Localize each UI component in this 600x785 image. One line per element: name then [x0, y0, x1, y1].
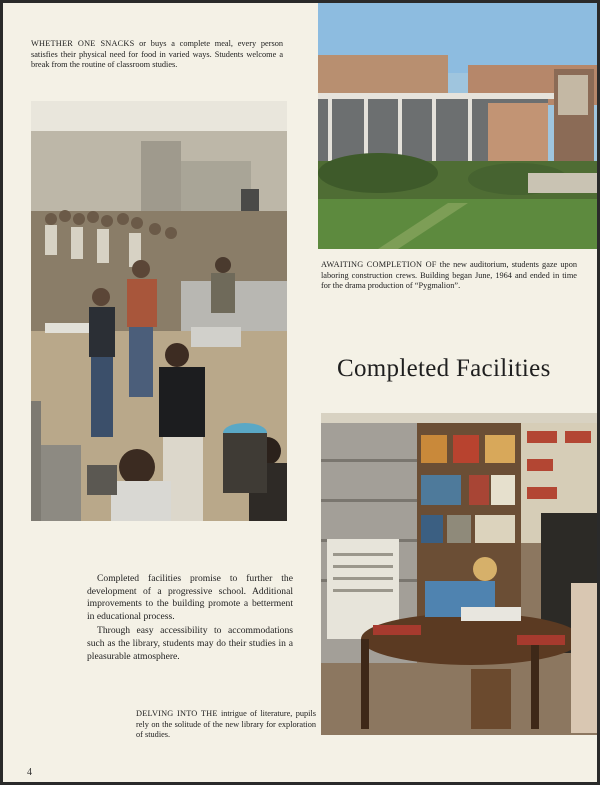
cafeteria-photo [31, 101, 287, 521]
page-heading: Completed Facilities [337, 355, 551, 382]
library-caption-lead: DELVING INTO THE [136, 709, 218, 718]
body-paragraph-2: Through easy accessibility to accommodations such as the library, students may do their studies in a pleasurable atmosphere. [87, 625, 293, 662]
cafeteria-caption-lead: WHETHER ONE SNACKS [31, 39, 135, 48]
auditorium-photo [318, 3, 597, 249]
yearbook-page [3, 3, 597, 782]
page-number: 4 [27, 767, 32, 778]
auditorium-caption-lead: AWAITING COMPLETION OF [321, 260, 437, 269]
body-copy [87, 573, 293, 665]
auditorium-caption [321, 260, 577, 292]
library-photo [321, 413, 597, 735]
body-paragraph-1: Completed facilities promise to further the development of a progressive school. Additional improvements to the building promote a betterment in educational process. [87, 573, 293, 622]
library-caption-text: intrigue of literature, pupils rely on the solitude of the new library for exploration of studies. [136, 709, 316, 740]
cafeteria-caption [31, 39, 283, 71]
auditorium-caption-text: the new auditorium, students gaze upon laboring construction crews. Building began June, 1964 and ended in time for the drama production of “Pygmalion”. [321, 260, 577, 291]
cafeteria-caption-text: or buys a complete meal, every person satisfies their physical need for food in varied ways. Students welcome a break from the routine of classroom studies. [31, 39, 283, 70]
library-caption [136, 709, 316, 741]
